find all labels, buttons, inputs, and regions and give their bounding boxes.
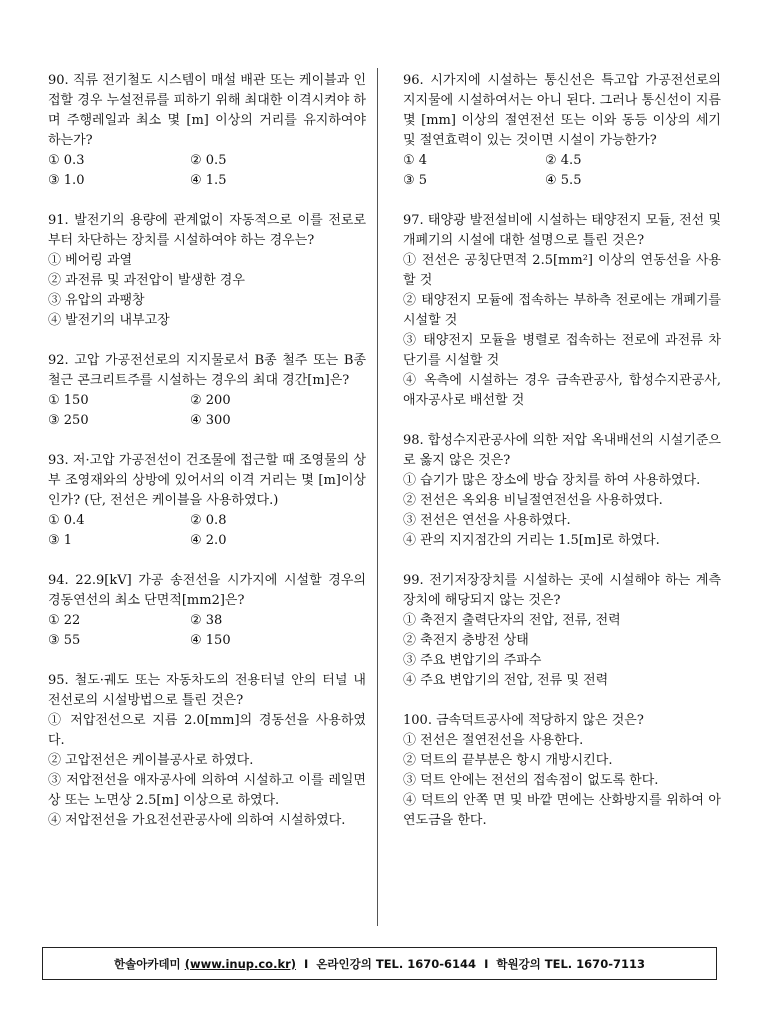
question-93 [48,451,366,551]
option[interactable]: ② 0.8 [190,513,227,528]
option[interactable]: ③ 주요 변압기의 주파수 [403,653,542,668]
online-lecture-phone: 온라인강의 TEL. 1670-6144 [316,956,477,971]
option[interactable]: ② 축전지 충방전 상태 [403,633,529,648]
option[interactable]: ① 저압전선으로 지름 2.0[mm]의 경동선을 사용하였다. [48,713,366,748]
option[interactable]: ② 태양전지 모듈에 접속하는 부하측 전로에는 개폐기를 시설할 것 [403,293,721,328]
option[interactable]: ① 0.3 [48,153,85,168]
option[interactable]: ④ 5.5 [545,173,582,188]
option[interactable]: ③ 55 [48,633,81,648]
option[interactable]: ③ 250 [48,413,89,428]
option[interactable]: ① 0.4 [48,513,85,528]
option[interactable]: ④ 옥측에 시설하는 경우 금속관공사, 합성수지관공사, 애자공사로 배선할 것 [403,373,721,408]
question-100 [403,711,721,831]
option[interactable]: ② 4.5 [545,153,582,168]
question-97 [403,211,721,411]
option[interactable]: ③ 덕트 안에는 전선의 접속점이 없도록 한다. [403,773,659,788]
option[interactable]: ② 고압전선은 케이블공사로 하였다. [48,753,254,768]
option[interactable]: ④ 150 [190,633,231,648]
option[interactable]: ④ 저압전선을 가요전선관공사에 의하여 시설하였다. [48,813,346,828]
question-90 [48,71,366,191]
option[interactable]: ① 150 [48,393,89,408]
option[interactable]: ④ 덕트의 안쪽 면 및 바깥 면에는 산화방지를 위하여 아연도금을 한다. [403,793,721,828]
question-stem: 90. 직류 전기철도 시스템이 매설 배관 또는 케이블과 인접할 경우 누설전류를 피하기 위해 최대한 이격시켜야 하며 주행레일과 최소 몇 [m] 이상의 거리를 유지하여야 하는가? [48,73,366,148]
question-stem: 92. 고압 가공전선로의 지지물로서 B종 철주 또는 B종 철근 콘크리트주를 시설하는 경우의 최대 경간[m]은? [48,353,366,388]
question-99 [403,571,721,691]
column-divider [377,68,378,926]
option[interactable]: ③ 5 [403,173,428,188]
option[interactable]: ③ 전선은 연선을 사용하였다. [403,513,571,528]
option[interactable]: ③ 유압의 과팽창 [48,293,145,308]
option[interactable]: ① 전선은 절연전선을 사용한다. [403,733,584,748]
right-column [403,71,721,851]
left-column [48,71,366,851]
question-92 [48,351,366,431]
question-stem: 96. 시가지에 시설하는 통신선은 특고압 가공전선로의 지지물에 시설하여서는 아니 된다. 그러나 통신선이 지름 몇 [mm] 이상의 절연전선 또는 이와 동등 이상의 세기 및 절연효력이 있는 것이면 시설이 가능한가? [403,73,721,148]
question-96 [403,71,721,191]
option[interactable]: ④ 관의 지지점간의 거리는 1.5[m]로 하였다. [403,533,660,548]
options-grid [48,611,366,651]
academy-name: 한솔아카데미 [114,956,181,971]
option[interactable]: ④ 주요 변압기의 전압, 전류 및 전력 [403,673,609,688]
option[interactable]: ③ 태양전지 모듈을 병렬로 접속하는 전로에 과전류 차단기를 시설할 것 [403,333,721,368]
question-stem: 100. 금속덕트공사에 적당하지 않은 것은? [403,713,644,728]
option[interactable]: ③ 1 [48,533,73,548]
footer-banner [42,947,717,980]
option[interactable]: ② 38 [190,613,223,628]
footer-separator: I [304,956,309,971]
option[interactable]: ④ 1.5 [190,173,227,188]
option[interactable]: ② 과전류 및 과전압이 발생한 경우 [48,273,245,288]
option[interactable]: ① 전선은 공칭단면적 2.5[mm²] 이상의 연동선을 사용할 것 [403,253,721,288]
question-stem: 99. 전기저장장치를 시설하는 곳에 시설해야 하는 계측장치에 해당되지 않는 것은? [403,573,721,608]
question-stem: 97. 태양광 발전설비에 시설하는 태양전지 모듈, 전선 및 개폐기의 시설에 대한 설명으로 틀린 것은? [403,213,721,248]
options-grid [48,511,366,551]
option[interactable]: ④ 2.0 [190,533,227,548]
question-stem: 93. 저·고압 가공전선이 건조물에 접근할 때 조영물의 상부 조영재와의 상방에 있어서의 이격 거리는 몇 [m]이상인가? (단, 전선은 케이블을 사용하였다.) [48,453,366,508]
options-grid [48,391,366,431]
question-stem: 98. 합성수지관공사에 의한 저압 옥내배선의 시설기준으로 옳지 않은 것은? [403,433,721,468]
option[interactable]: ② 200 [190,393,231,408]
option[interactable]: ④ 발전기의 내부고장 [48,313,170,328]
options-grid [48,151,366,191]
footer-separator: I [484,956,489,971]
question-95 [48,671,366,831]
question-94 [48,571,366,651]
options-grid [403,151,721,191]
option[interactable]: ② 덕트의 끝부분은 항시 개방시킨다. [403,753,613,768]
option[interactable]: ② 전선은 옥외용 비닐절연전선을 사용하였다. [403,493,663,508]
question-91 [48,211,366,331]
question-98 [403,431,721,551]
option[interactable]: ② 0.5 [190,153,227,168]
option[interactable]: ① 습기가 많은 장소에 방습 장치를 하여 사용하였다. [403,473,701,488]
question-stem: 95. 철도·궤도 또는 자동차도의 전용터널 안의 터널 내 전선로의 시설방법으로 틀린 것은? [48,673,366,708]
offline-lecture-phone: 학원강의 TEL. 1670-7113 [496,956,645,971]
option[interactable]: ① 축전지 출력단자의 전압, 전류, 전력 [403,613,621,628]
question-stem: 91. 발전기의 용량에 관계없이 자동적으로 이를 전로로부터 차단하는 장치를 시설하여야 하는 경우는? [48,213,366,248]
option[interactable]: ① 4 [403,153,428,168]
option[interactable]: ④ 300 [190,413,231,428]
question-stem: 94. 22.9[kV] 가공 송전선을 시가지에 시설할 경우의 경동연선의 최소 단면적[mm2]은? [48,573,366,608]
option[interactable]: ③ 1.0 [48,173,85,188]
option[interactable]: ③ 저압전선을 애자공사에 의하여 시설하고 이를 레일면상 또는 노면상 2.5[m] 이상으로 하였다. [48,773,366,808]
academy-url-link[interactable]: (www.inup.co.kr) [184,956,297,971]
option[interactable]: ① 베어링 과열 [48,253,133,268]
option[interactable]: ① 22 [48,613,81,628]
